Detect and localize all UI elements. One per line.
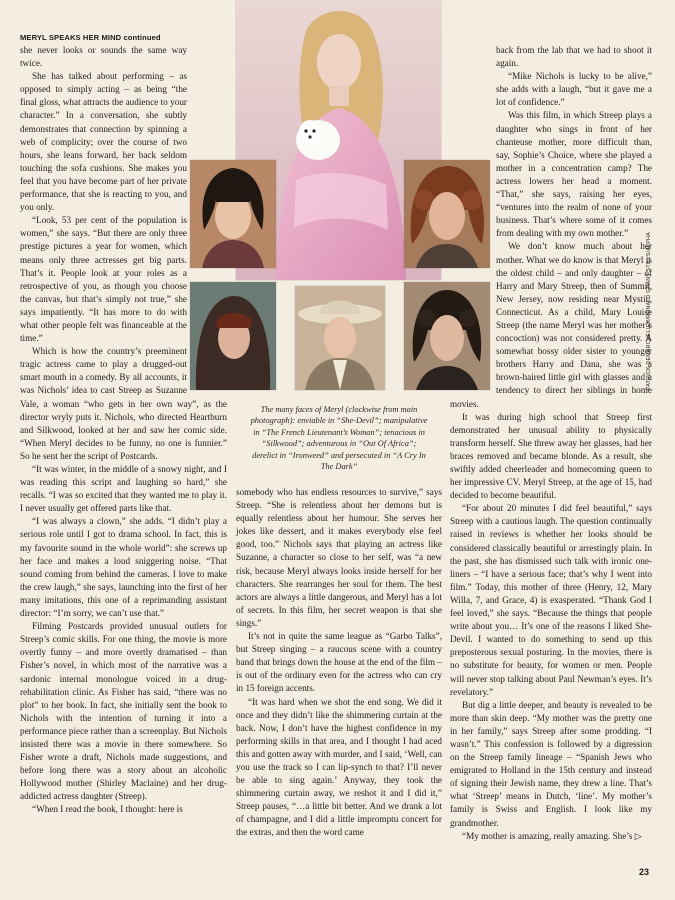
left-column-paragraph: “It was winter, in the middle of a snowy night, and I was reading this script and laughing so hard,” she recalls. “I was so excited that they wanted me to play it. I never usually get offered parts like that. [20,464,227,514]
silkwood-photo [404,160,490,268]
right-column-paragraph: We don’t know much about her mother. What we do know is that Meryl is the oldest child – and only daughter – of Harry and Mary Streep, then of Summit, New Jersey, now residing near Mystic, Connecticut. As a child, Mary Louise Streep (the name Meryl was her mother’s concoction) was not considered pretty. A somewhat bossy older sister to younger brothers Harry and Dana, she was a brown-haired little girl with glasses and a tendency to direct her siblings in home movies. [450,241,652,409]
photo-credit: PATRICK DEMARCHELIER/RONALD GRANT STILLS/ALPHA [646,232,652,390]
middle-column-paragraph: “It was hard when we shot the end song. We did it once and they didn’t like the shimmering curtain at the back. Now, I don’t have the highest confidence in my performing skills in that area, and I thought I had aced this and gotten away with murder, and I said, ‘Well, can you use the track so I can lip-synch to that? I’ll never be able to sing again.’ Anyway, they took the shimmering curtain away, we reshot it and I did it,” Streep pauses, “…a little bit better. And we drank a lot of champagne, and I did a little impromptu concert for the extras, and then the word came [236,696,442,838]
she-devil-photo [190,160,276,268]
french-lieutenants-woman-photo [190,282,276,390]
left-column-paragraph: “When I read the book, I thought: here is [32,804,183,815]
out-of-africa-photo [295,286,385,390]
left-column-paragraph: “Look, 53 per cent of the population is women,” she says. “But there are only three prestige pictures a year for women, which means only three actresses get big parts. That’s it. People look at your roles as a retrospective of you, as though you choose the canvas, but that’s simply not true,” she says impatiently. “It has more to do with what other people felt was financeable at the time.” [20,215,187,344]
right-column-paragraph: It was during high school that Streep first demonstrated her unusual ability to physically transform herself. She threw away her glasses, had her braces removed and became blonde. As a result, she swiftly added cheerleader and homecoming queen to her impressive CV. Meryl Streep, at the age of 15, had decided to become beautiful. [450,411,652,501]
left-column-paragraph: “I was always a clown,” she adds. “I didn’t play a serious role until I got to drama school. In fact, this is my favourite sound in the whole world”: she screws up her face and makes a loud sniggering noise. “That sound coming from behind the cameras. I love to make the crew laugh,” she says, launching into the first of her many imitations, this one of a reprimanding assistant director: “I’m sorry, we can’t use that.” [20,516,227,619]
middle-column-paragraph: It’s not in quite the same league as “Garbo Talks”, but Streep singing – a raucous scene with a country band that brings down the house at the end of the film – is out of the ordinary even for the actress who can cry in 15 foreign accents. [236,631,442,694]
right-column-paragraph: “For about 20 minutes I did feel beautiful,” says Streep with a cautious laugh. The question continually raised in reviews is whether her looks should be considered classically beautiful or arrestingly plain. In the past, she has dismissed such talk with ironic one-liners – “I have a serious face; that’s why I went into film.” Today, this mother of three (Henry, 12, Mary Willa, 7, and Grace, 4) is exasperated. “Thank God I feel loved,” she says. “Because the things that people write about you… It’s one of the reasons I liked She-Devil. I wanted to do something to send up this preposterous sexual posturing. In the movies, there is no substitute for beauty, for women or men. People will never stop talking about Paul Newman’s eyes. It’s revelatory.” [450,503,652,697]
left-column-paragraph: Which is how the country’s preeminent tragic actress came to play a drugged-out smart mouth in a comedy. By all accounts, it was Nichols’ idea to cast Streep as Suzanne Vale, a woman “who gets in her own way”, as the director wryly puts it. Nichols, who directed Heartburn and Silkwood, looked at her and saw her comic side. “When Meryl decides to be funny, no one is funnier.” So he sent her the script of Postcards. [20,346,227,461]
right-column-paragraph: “Mike Nichols is lucky to be alive,” she adds with a laugh, “but it gave me a lot of confidence.” [496,71,652,108]
left-column-paragraph: she never looks or sounds the same way twice. [20,45,187,69]
middle-column [236,486,442,840]
left-column-paragraph: She has talked about performing – as opposed to simply acting – as being “the final gloss, what attracts the audience to your character.” In a conversation, she subtly demonstrates that connection by spinning a web of complicity; over the course of two hours, she leans forward, her back seldom touching the sofa cushions. She makes you feel that you have become part of her private performance, that she is reacting to you, and you only. [20,71,187,213]
middle-column-paragraph: somebody who has endless resources to survive,” says Streep. “She is relentless about her demons but is equally relentless about her humour. She serves her jokes like dessert, and it makes everybody else feel good, too.” Nichols says that playing an actress like Suzanne, a character so close to her self, was “a new risk, because Meryl always looks inside herself for her characters. She rearranges her soul for them. The best actors are always a little dangerous, and Meryl has a lot of secrets. In this film, her secret weapon is that she sings.” [236,487,442,628]
right-column-paragraph: But dig a little deeper, and beauty is revealed to be more than skin deep. “My mother was the pretty one in her family,” says Streep after some prodding. “I wasn’t.” This confession is followed by a digression on the Streep family lineage – “Spanish Jews who emigrated to Holland in the 15th century and instead of signing their Jewish name, they drew a line. That’s what ‘Streep’ means in Dutch, ‘line’. My mother’s family is Swiss and English. I look like my grandmother. [450,699,652,828]
right-column-paragraph: Was this film, in which Streep plays a daughter who sings in front of her chanteuse mother, more difficult than, say, Sophie’s Choice, where she played a mother in a concentration camp? The actress lowers her head a moment. “That,” she says, raising her eyes, “ventures into the realm of none of your business. That’s where some of it comes from dealing with my own mother.” [496,110,652,239]
photo-caption: The many faces of Meryl (clockwise from main photograph): enviable in “She-Devil”; manipulative in “The French Lieutenant’s Woman”; tenacious in “Silkwood”; adventurous in “Out Of Africa”; derelict in “Ironweed” and persecuted in “A Cry In The Dark” [250,405,428,472]
page-number: 23 [639,867,650,877]
left-column-paragraph: Filming Postcards provided unusual outlets for Streep’s comic skills. For one thing, the movie is more overtly funny – and more overtly dramatised – than Fisher’s novel, in which most of the narrative was a sardonic internal monologue voiced in a drug-rehabilitation clinic. As Fisher has said, “there was no plot” to her book. In fact, she initially sent the book to Nichols with the intention of turning it into a performance piece rather than a screenplay. But Nichols insisted there was a movie in there somewhere. So Fisher wrote a draft, Nichols made suggestions, and before long there was a story about an alcoholic Hollywood mother (Shirley Maclaine) and her drug-addicted actress daughter (Streep). [20,621,227,802]
ironweed-photo [404,282,490,390]
right-column-paragraph: back from the lab that we had to shoot it again. [496,45,652,69]
right-column-paragraph: “My mother is amazing, really amazing. She’s ▷ [462,830,642,841]
running-head: MERYL SPEAKS HER MIND continued [20,33,161,42]
